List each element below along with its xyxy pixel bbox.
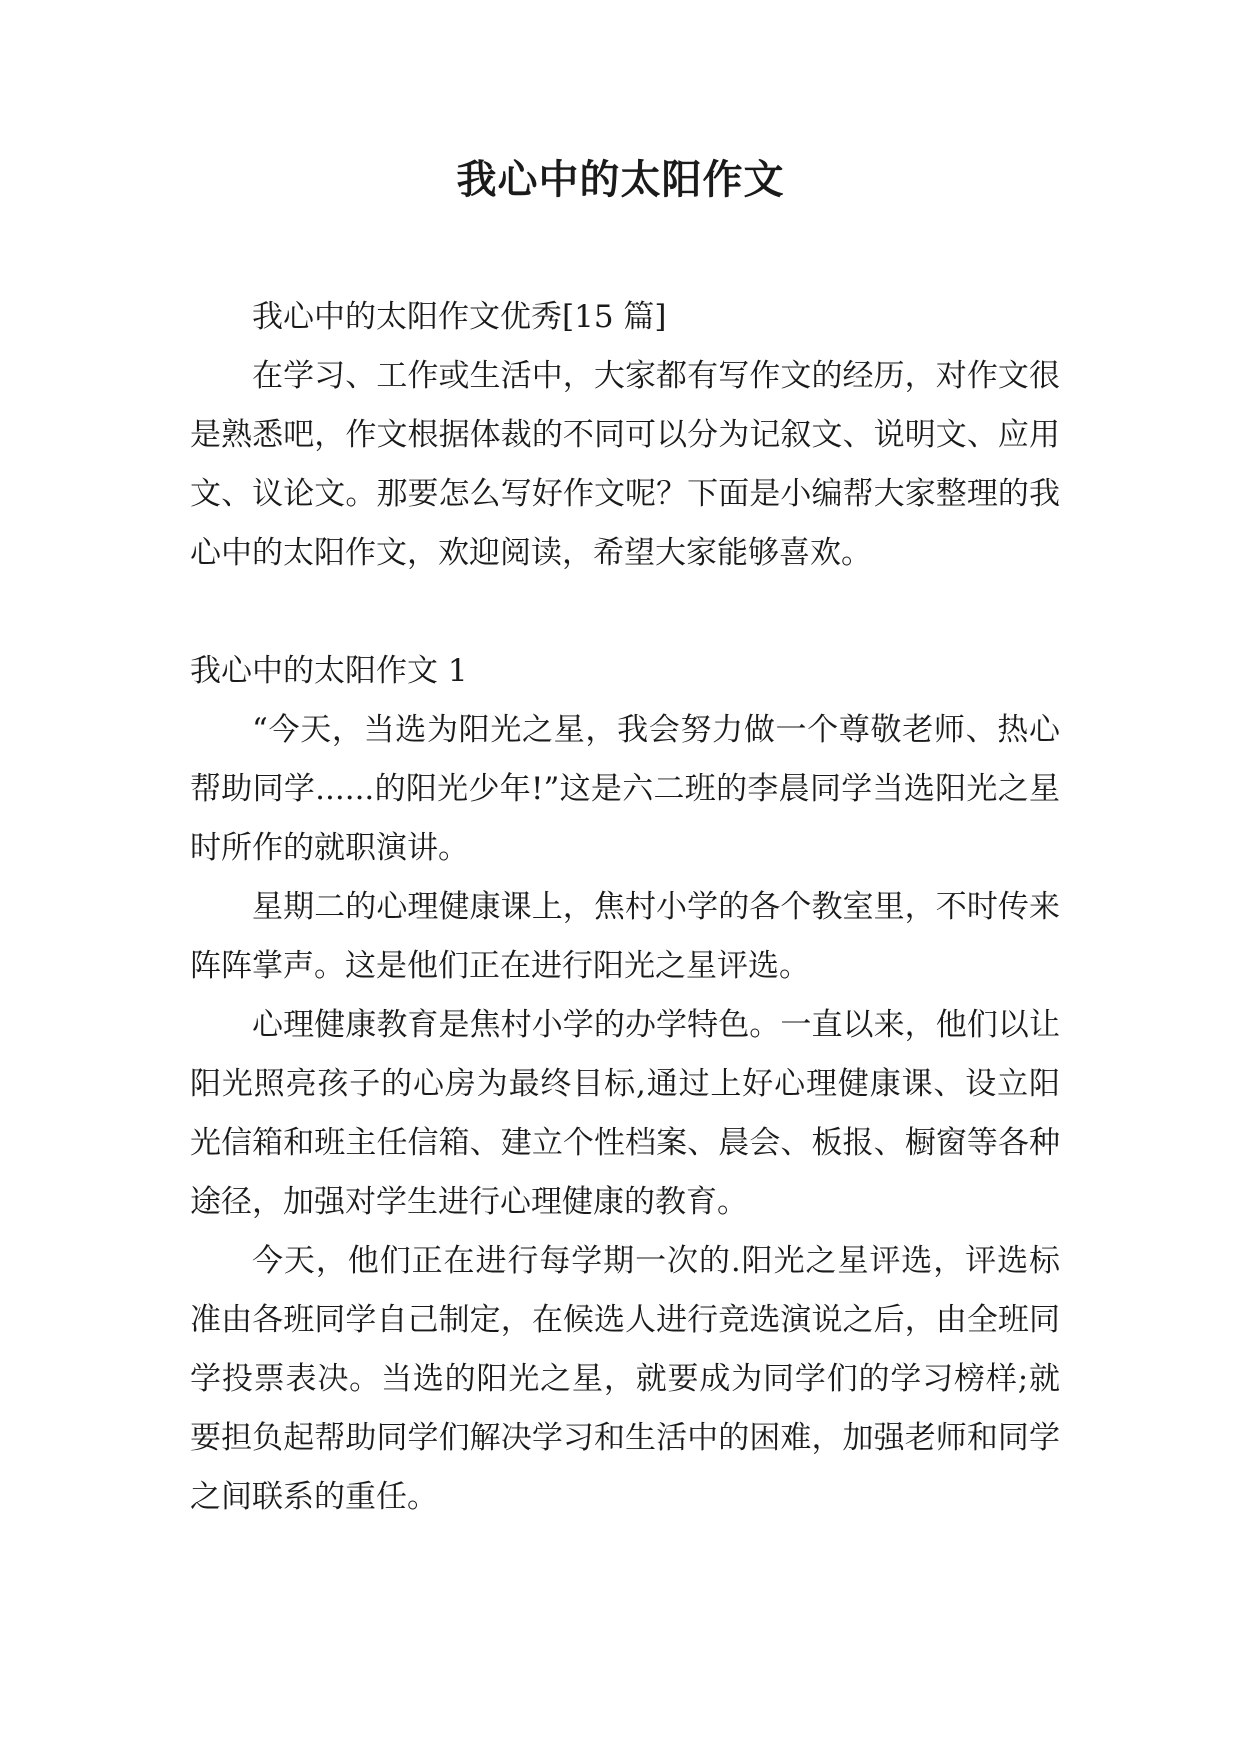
body-paragraph: 星期二的心理健康课上，焦村小学的各个教室里，不时传来阵阵掌声。这是他们正在进行阳光之星评选。 (190, 889, 1060, 984)
body-paragraph: “今天，当选为阳光之星，我会努力做一个尊敬老师、热心帮助同学......的阳光少年!”这是六二班的李晨同学当选阳光之星时所作的就职演讲。 (190, 712, 1060, 866)
intro-paragraph: 在学习、工作或生活中，大家都有写作文的经历，对作文很是熟悉吧，作文根据体裁的不同可以分为记叙文、说明文、应用文、议论文。那要怎么写好作文呢？下面是小编帮大家整理的我心中的太阳作文，欢迎阅读，希望大家能够喜欢。 (190, 358, 1060, 571)
body-paragraph: 心理健康教育是焦村小学的办学特色。一直以来，他们以让阳光照亮孩子的心房为最终目标,通过上好心理健康课、设立阳光信箱和班主任信箱、建立个性档案、晨会、板报、橱窗等各种途径，加强对学生进行心理健康的教育。 (190, 1007, 1060, 1220)
body-paragraph: 今天，他们正在进行每学期一次的.阳光之星评选，评选标准由各班同学自己制定，在候选人进行竞选演说之后，由全班同学投票表决。当选的阳光之星，就要成为同学们的学习榜样;就要担负起帮助同学们解决学习和生活中的困难，加强老师和同学之间联系的重任。 (190, 1243, 1060, 1515)
section-heading: 我心中的太阳作文 1 (190, 653, 468, 689)
document-title: 我心中的太阳作文 (456, 157, 785, 203)
document-subtitle: 我心中的太阳作文优秀[15 篇] (252, 299, 667, 335)
document-body (190, 288, 1060, 1527)
